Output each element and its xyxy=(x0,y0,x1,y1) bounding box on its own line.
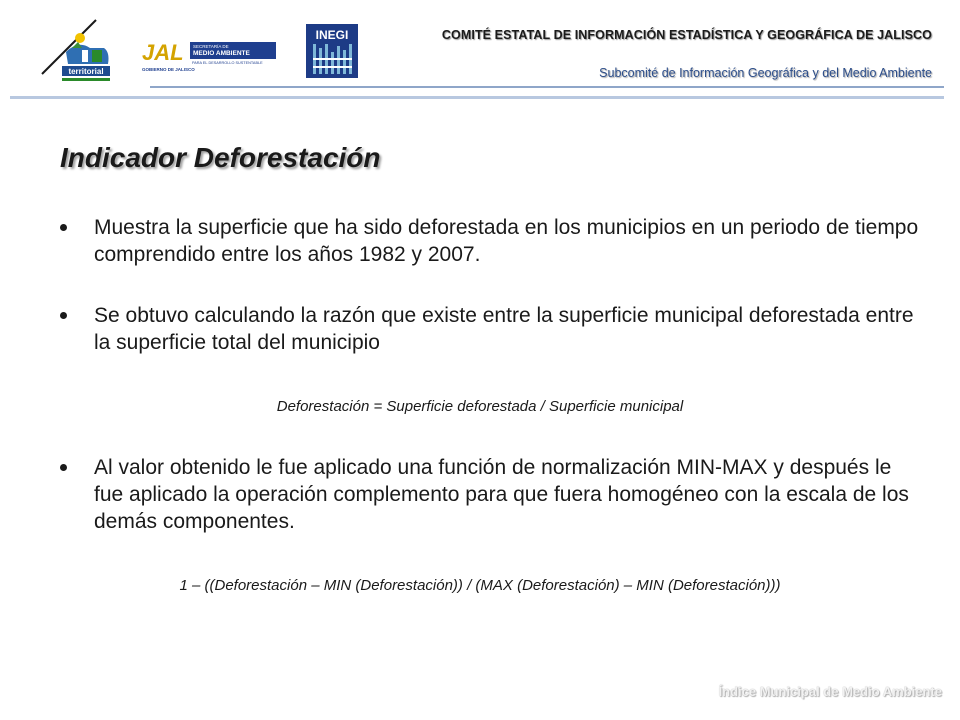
inegi-logo xyxy=(306,24,358,78)
bullet-dot-icon xyxy=(60,464,67,471)
bullet-item xyxy=(60,454,920,535)
territorial-logo-text: territorial xyxy=(68,67,104,76)
jalisco-environment-logo xyxy=(140,38,278,74)
bullet-item xyxy=(60,302,920,356)
bullet-text: Muestra la superficie que ha sido deforestada en los municipios en un periodo de tiempo comprendido entre los años 1982 y 2007. xyxy=(94,216,919,266)
slide-header xyxy=(0,0,960,104)
ministry-name: MEDIO AMBIENTE xyxy=(193,50,250,57)
ministry-subtitle: PARA EL DESARROLLO SUSTENTABLE xyxy=(192,61,263,65)
slide-title: Indicador Deforestación xyxy=(60,142,381,173)
committee-title: COMITÉ ESTATAL DE INFORMACIÓN ESTADÍSTICA Y GEOGRÁFICA DE JALISCO xyxy=(441,28,932,42)
header-divider xyxy=(150,86,944,88)
territorial-logo xyxy=(38,18,120,96)
bullet-dot-icon xyxy=(60,224,67,231)
bullet-dot-icon xyxy=(60,312,67,319)
bullet-item xyxy=(60,214,920,268)
subcommittee-subtitle: Subcomité de Información Geográfica y del Medio Ambiente xyxy=(599,66,932,80)
inegi-logo-text: INEGI xyxy=(315,28,349,42)
jalisco-brand-mark: JAL xyxy=(142,40,184,65)
secretaria-label: SECRETARÍA DE xyxy=(193,44,229,49)
bullet-text: Al valor obtenido le fue aplicado una función de normalización MIN-MAX y después le fue aplicado la operación complemento para que fuera homogéneo con la escala de los demás componentes. xyxy=(94,456,909,533)
deforestation-ratio-formula: Deforestación = Superficie deforestada / Superficie municipal xyxy=(276,398,684,415)
bullet-text: Se obtuvo calculando la razón que existe entre la superficie municipal deforestada entre la superficie total del municipio xyxy=(94,304,914,354)
normalization-formula: 1 – ((Deforestación – MIN (Deforestación)) / (MAX (Deforestación) – MIN (Deforestación))) xyxy=(179,577,781,594)
header-divider-lower xyxy=(10,96,944,99)
jalisco-government-label: GOBIERNO DE JALISCO xyxy=(142,67,195,72)
footer-index-name: Índice Municipal de Medio Ambiente xyxy=(718,684,942,699)
